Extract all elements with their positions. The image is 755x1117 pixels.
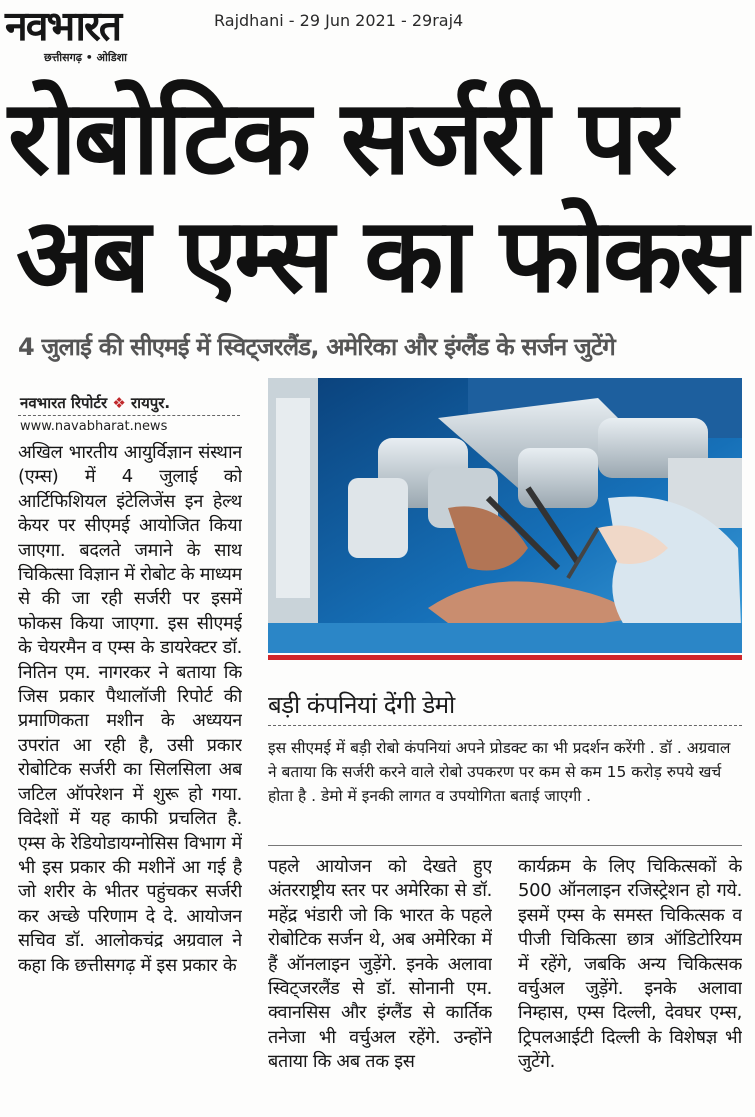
newspaper-logo: नवभारत	[5, 2, 121, 50]
edition-region: छत्तीसगढ़ • ओडिशा	[44, 51, 127, 64]
masthead	[0, 0, 200, 66]
box-bottom-divider	[268, 845, 742, 846]
photo-accent-bar	[268, 655, 742, 660]
article-column-3: कार्यक्रम के लिए चिकित्सकों के 500 ऑनलाइन रजिस्ट्रेशन हो गये. इसमें एम्स के समस्त चिकित्सक व पीजी चिकित्सा छात्र ऑडिटोरियम में रहेंगे, जबकि अन्य चिकित्सक वर्चुअल जुड़ेंगे. इनके अलावा निम्हास, एम्स दिल्ली, देवघर एम्स, ट्रिपलआईटी दिल्ली के विशेषज्ञ भी जुटेंगे.	[518, 856, 742, 1073]
reporter-name: नवभारत रिपोर्टर	[20, 394, 108, 412]
headline-line-2: अब एम्स का फोकस	[16, 196, 746, 316]
diamond-icon: ❖	[112, 394, 126, 412]
subheadline: 4 जुलाई की सीएमई में स्विट्जरलैंड, अमेरिका और इंग्लैंड के सर्जन जुटेंगे	[18, 333, 615, 361]
byline-city: रायपुर.	[131, 394, 171, 412]
box-text: इस सीएमई में बड़ी रोबो कंपनियां अपने प्रोडक्ट का भी प्रदर्शन करेंगी . डॉ . अग्रवाल ने बताया कि सर्जरी करने वाले रोबो उपकरण पर कम से कम 15 करोड़ रुपये खर्च होता है . डेमो में इनकी लागत व उपयोगिता बताई जाएगी .	[268, 739, 731, 805]
website-link[interactable]: www.navabharat.news	[20, 419, 168, 434]
headline-line-1: रोबोटिक सर्जरी पर	[8, 78, 675, 198]
box-heading: बड़ी कंपनियां देंगी डेमो	[268, 691, 455, 719]
byline	[20, 393, 170, 413]
article-column-2: पहले आयोजन को देखते हुए अंतरराष्ट्रीय स्तर पर अमेरिका से डॉ. महेंद्र भंडारी जो कि भारत के पहले रोबोटिक सर्जन थे, अब अमेरिका में हैं ऑनलाइन जुड़ेंगे. इनके अलावा स्विट्जरलैंड से डॉ. सोनानी एम. क्वानसिस और इंग्लैंड से कार्तिक तनेजा भी वर्चुअल रहेंगे. उन्होंने बताया कि अब तक इस	[268, 856, 492, 1073]
article-column-1: अखिल भारतीय आयुर्विज्ञान संस्थान (एम्स) में 4 जुलाई को आर्टिफिशियल इंटेलिजेंस इन हेल्थ केयर पर सीएमई आयोजित किया जाएगा. बदलते जमाने के साथ चिकित्सा विज्ञान में रोबोट के माध्यम से की जा रही सर्जरी पर इसमें फोकस किया जाएगा. इस सीएमई के चेयरमैन व एम्स के डायरेक्टर डॉ. नितिन एम. नागरकर ने बताया कि जिस प्रकार पैथालॉजी रिपोर्ट की प्रमाणिकता मशीन के अध्ययन उपरांत आ रही है, उसी प्रकार रोबोटिक सर्जरी का सिलसिला अब जटिल ऑपरेशन में शुरू हो गया. विदेशों में यह काफी प्रचलित है. एम्स के रेडियोडायग्नोसिस विभाग में भी इस प्रकार की मशीनें आ गई है जो शरीर के भीतर पहुंचकर सर्जरी कर अच्छे परिणाम दे दे. आयोजन सचिव डॉ. आलोकचंद्र अग्रवाल ने कहा कि छत्तीसगढ़ में इस प्रकार के	[18, 442, 242, 976]
dateline: Rajdhani - 29 Jun 2021 - 29raj4	[214, 11, 464, 30]
byline-divider	[18, 415, 240, 416]
box-heading-divider	[268, 725, 742, 726]
robotic-surgery-photo	[268, 378, 742, 653]
